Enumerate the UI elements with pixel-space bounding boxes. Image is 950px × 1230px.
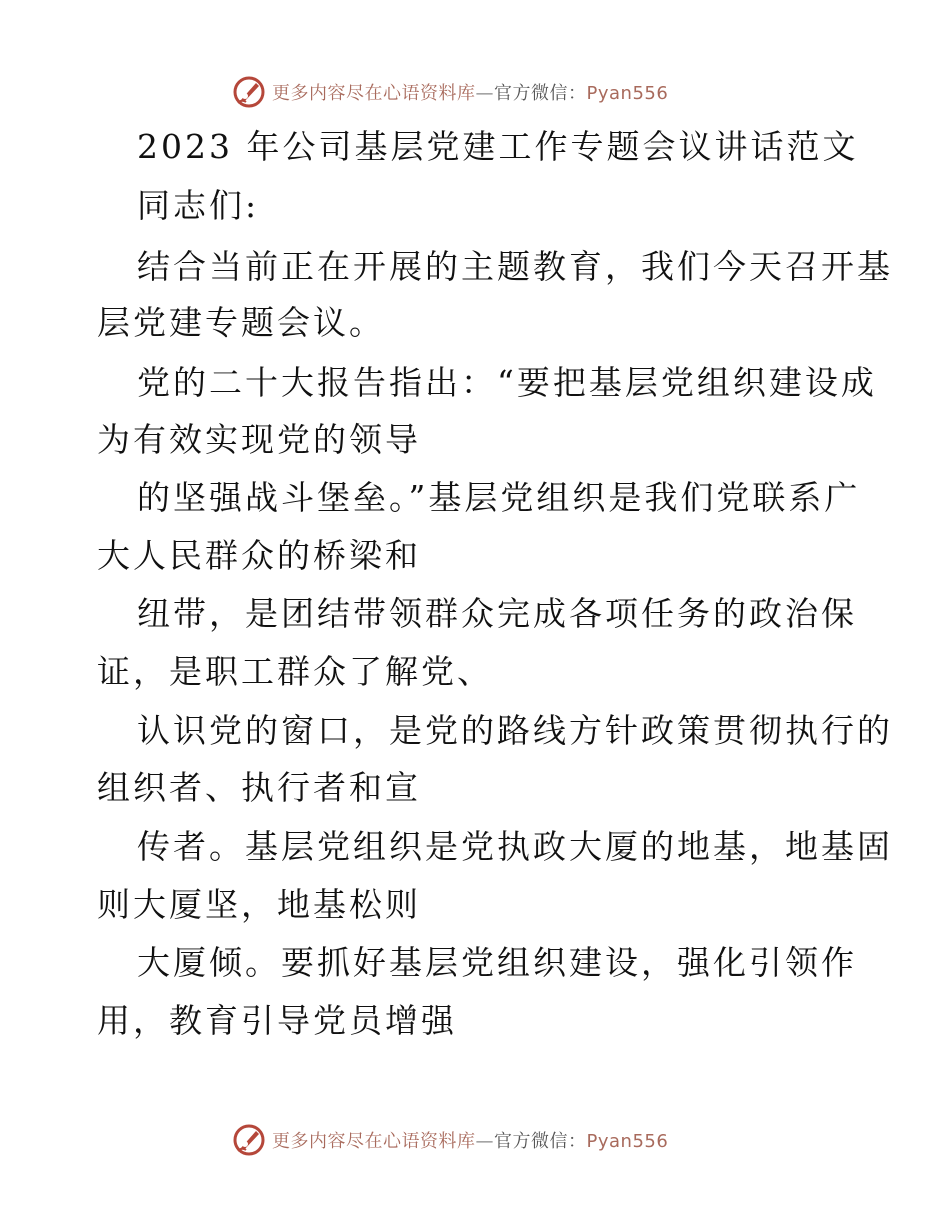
- watermark-text: [272, 1127, 668, 1153]
- body-line: 为有效实现党的领导: [97, 420, 421, 459]
- body-line: 传者。基层党组织是党执政大厦的地基，地基固: [137, 827, 893, 866]
- watermark-separator: —: [475, 83, 494, 104]
- pen-logo-icon: [232, 1123, 266, 1157]
- document-title: 2023 年公司基层党建工作专题会议讲话范文: [137, 127, 859, 166]
- watermark-id: Pyan556: [586, 83, 669, 104]
- body-line: 结合当前正在开展的主题教育，我们今天召开基: [137, 247, 893, 286]
- watermark-main: 更多内容尽在心语资料库: [272, 83, 476, 104]
- body-line: 组织者、执行者和宣: [97, 768, 421, 807]
- body-line: 则大厦坚，地基松则: [97, 885, 421, 924]
- body-line: 大厦倾。要抓好基层党组织建设，强化引领作: [137, 943, 857, 982]
- body-line: 证，是职工群众了解党、: [97, 652, 493, 691]
- body-line: 层党建专题会议。: [97, 303, 385, 342]
- body-line: 的坚强战斗堡垒。”基层党组织是我们党联系广: [137, 478, 861, 517]
- pen-logo-icon: [232, 75, 266, 109]
- salutation: 同志们:: [137, 186, 260, 225]
- body-line: 纽带，是团结带领群众完成各项任务的政治保: [137, 594, 857, 633]
- footer-watermark: [232, 1120, 668, 1160]
- watermark-id: Pyan556: [586, 1131, 669, 1152]
- header-watermark: [232, 72, 668, 112]
- body-line: 认识党的窗口，是党的路线方针政策贯彻执行的: [137, 711, 893, 750]
- body-line: 用，教育引导党员增强: [97, 1001, 457, 1040]
- watermark-label: 官方微信：: [494, 1131, 587, 1152]
- watermark-label: 官方微信：: [494, 83, 587, 104]
- watermark-text: [272, 79, 668, 105]
- body-line: 大人民群众的桥梁和: [97, 536, 421, 575]
- body-line: 党的二十大报告指出：“要把基层党组织建设成: [137, 363, 877, 402]
- watermark-main: 更多内容尽在心语资料库: [272, 1131, 476, 1152]
- watermark-separator: —: [475, 1131, 494, 1152]
